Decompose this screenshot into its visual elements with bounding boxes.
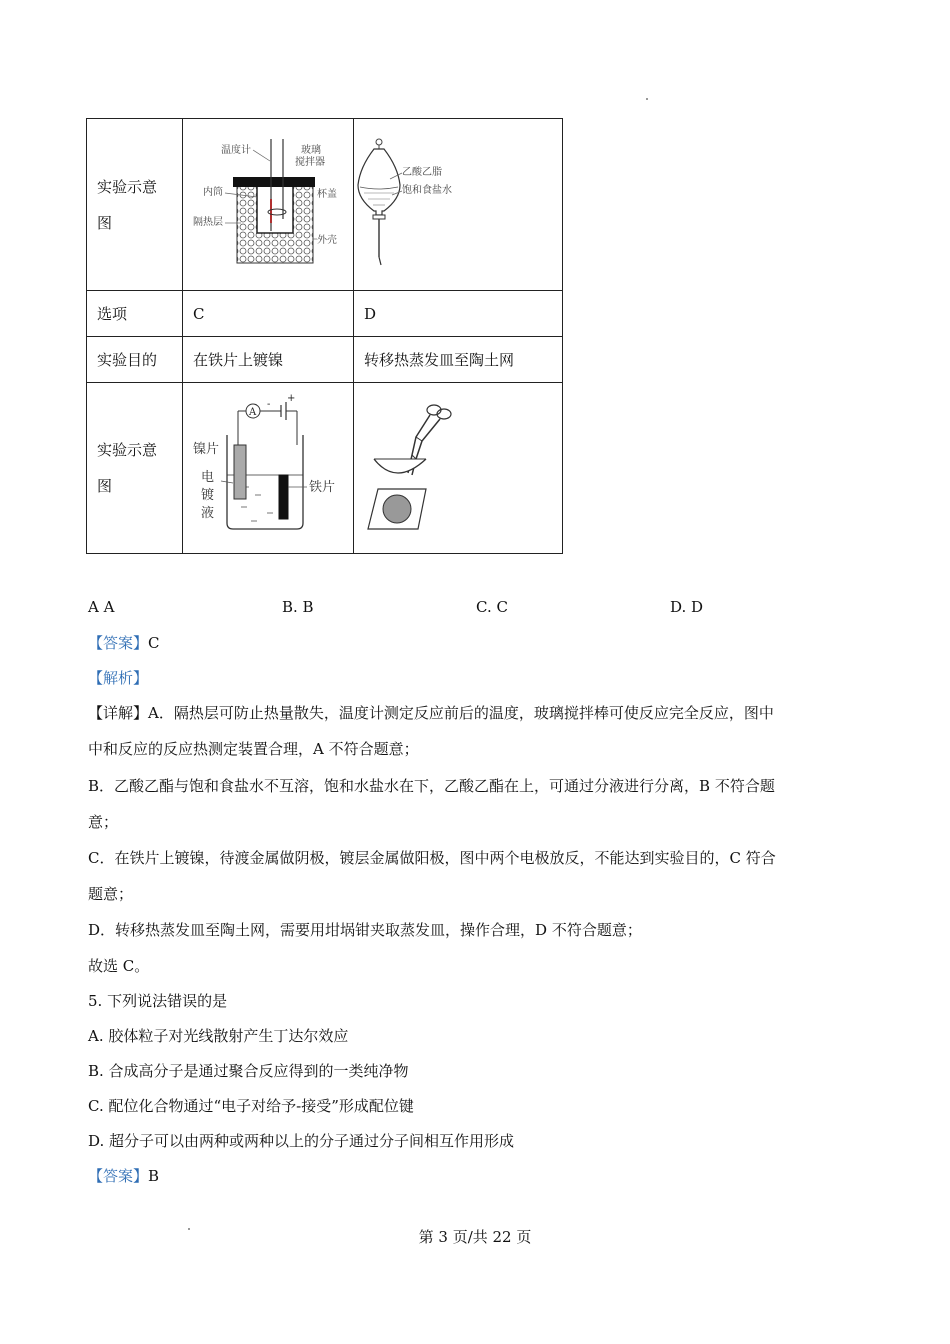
detail-line-4: 意； — [88, 813, 119, 831]
page-footer: 第 3 页/共 22 页 — [418, 1228, 532, 1246]
detail-line-5: C．在铁片上镀镍，待渡金属做阴极，镀层金属做阳极，图中两个电极放反，不能达到实验目的，C 符合 — [88, 849, 776, 867]
stirrer-label-2: 搅拌器 — [295, 157, 325, 168]
insulation-label: 隔热层 — [193, 217, 223, 228]
iron-label: 铁片 — [309, 480, 336, 495]
row-label-aim: 实验目的 — [87, 337, 183, 383]
plating-label-2: 镀 — [201, 488, 215, 503]
row-label-option: 选项 — [87, 291, 183, 337]
choice-c: C. C — [476, 598, 508, 616]
q5-option-d: D. 超分子可以由两种或两种以上的分子通过分子间相互作用形成 — [88, 1132, 515, 1150]
q5-stem: 5. 下列说法错误的是 — [88, 992, 228, 1010]
detail-line-3: B．乙酸乙酯与饱和食盐水不互溶，饱和水盐水在下，乙酸乙酯在上，可通过分液进行分离，B 不符合题 — [88, 777, 775, 795]
ammeter-label: A — [249, 407, 257, 418]
brine-label: 饱和食盐水 — [402, 185, 452, 196]
separatory-funnel-diagram — [354, 119, 563, 291]
detail-line-1: 【详解】A．隔热层可防止热量散失，温度计测定反应前后的温度，玻璃搅拌棒可使反应完全反应，图中 — [88, 704, 774, 722]
choice-d: D. D — [670, 598, 704, 616]
electroplating-diagram — [183, 383, 354, 554]
plating-label-1: 电 — [201, 470, 215, 485]
q5-option-c: C. 配位化合物通过“电子对给予-接受”形成配位键 — [88, 1097, 414, 1115]
detail-line-6: 题意； — [88, 885, 134, 903]
detail-line-7: D．转移热蒸发皿至陶土网，需要用坩埚钳夹取蒸发皿，操作合理，D 不符合题意； — [88, 921, 642, 939]
inner-label: 内筒 — [203, 187, 223, 198]
choice-a: A A — [88, 598, 115, 616]
q5-option-a: A. 胶体粒子对光线散射产生丁达尔效应 — [88, 1027, 349, 1045]
lid-label: 杯盖 — [317, 189, 337, 200]
ester-label: 乙酸乙脂 — [402, 167, 442, 178]
analysis-tag: 【解析】 — [88, 669, 149, 687]
plus-sign: + — [287, 393, 296, 404]
option-d: D — [354, 291, 563, 337]
stirrer-label: 玻璃 — [301, 145, 321, 156]
q5-option-b: B. 合成高分子是通过聚合反应得到的一类纯净物 — [88, 1062, 409, 1080]
detail-line-8: 故选 C。 — [88, 957, 150, 975]
choice-b: B. B — [282, 598, 314, 616]
answer-value: C — [148, 634, 160, 652]
row-label-diagram: 实验示意图 — [87, 119, 183, 291]
thermometer-label: 温度计 — [221, 145, 251, 156]
answer-1 — [88, 632, 160, 653]
answer-value-2: B — [148, 1167, 160, 1185]
detail-tag: 【详解】 — [88, 704, 149, 722]
answer-tag: 【答案】 — [88, 634, 149, 652]
aim-c: 在铁片上镀镍 — [183, 337, 354, 383]
minus-sign: - — [267, 399, 271, 410]
answer-2 — [88, 1165, 159, 1186]
experiment-table — [86, 118, 563, 554]
nickel-label: 镍片 — [193, 442, 220, 457]
plating-label-3: 液 — [201, 506, 215, 521]
crucible-tongs-diagram — [354, 383, 563, 554]
option-c: C — [183, 291, 354, 337]
row-label-diagram-2: 实验示意图 — [87, 383, 183, 554]
answer-tag-2: 【答案】 — [88, 1167, 149, 1185]
aim-d: 转移热蒸发皿至陶土网 — [354, 337, 563, 383]
shell-label: 外壳 — [317, 235, 337, 246]
speck — [646, 98, 648, 100]
detail-line-2: 中和反应的反应热测定装置合理，A 不符合题意； — [88, 740, 419, 758]
calorimeter-diagram — [183, 119, 354, 291]
